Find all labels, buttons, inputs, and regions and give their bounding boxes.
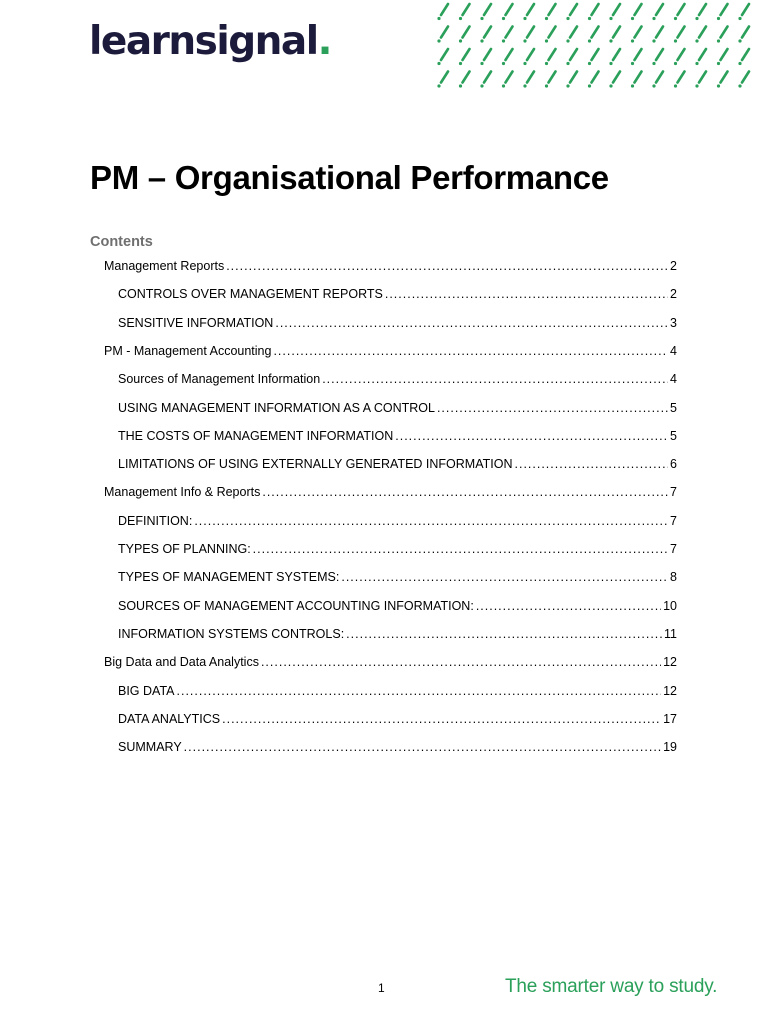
slash-mark bbox=[738, 72, 749, 88]
slash-mark bbox=[631, 72, 642, 88]
slash-mark bbox=[523, 72, 534, 88]
toc-entry-page: 10 bbox=[663, 598, 677, 613]
slash-mark bbox=[502, 27, 513, 43]
slash-mark bbox=[674, 4, 685, 20]
slash-mark bbox=[652, 27, 663, 43]
toc-entry-page: 5 bbox=[670, 428, 677, 443]
slash-mark bbox=[631, 27, 642, 43]
toc-entry-page: 6 bbox=[670, 457, 677, 472]
toc-entry[interactable] bbox=[104, 485, 677, 505]
slash-mark bbox=[459, 72, 470, 88]
toc-entry-title: PM - Management Accounting bbox=[104, 343, 272, 358]
slash-mark bbox=[502, 4, 513, 20]
slash-mark bbox=[609, 27, 620, 43]
slash-mark bbox=[545, 4, 556, 20]
slash-mark bbox=[523, 27, 534, 43]
slash-mark bbox=[674, 27, 685, 43]
toc-entry-page: 5 bbox=[670, 400, 677, 415]
slash-mark bbox=[588, 4, 599, 20]
toc-entry-title: THE COSTS OF MANAGEMENT INFORMATION bbox=[118, 428, 394, 443]
toc-entry-title: TYPES OF PLANNING: bbox=[118, 542, 251, 556]
toc-dot-leader bbox=[437, 401, 668, 415]
toc-entry[interactable] bbox=[118, 599, 677, 619]
toc-entry-page: 7 bbox=[670, 513, 677, 528]
slash-mark bbox=[566, 27, 577, 43]
slash-mark bbox=[437, 72, 448, 88]
slash-mark bbox=[566, 4, 577, 20]
toc-entry-title: DATA ANALYTICS bbox=[118, 711, 221, 726]
slash-mark bbox=[738, 4, 749, 20]
toc-entry-page: 3 bbox=[670, 315, 677, 330]
slash-mark bbox=[609, 49, 620, 65]
slash-mark bbox=[566, 72, 577, 88]
toc-entry-page: 8 bbox=[670, 570, 677, 585]
slash-mark bbox=[437, 4, 448, 20]
slash-mark bbox=[717, 49, 728, 65]
toc-entry-page: 12 bbox=[663, 655, 677, 670]
toc-dot-leader bbox=[194, 514, 668, 528]
toc-entry[interactable] bbox=[118, 457, 677, 477]
logo-text: learnsignal bbox=[89, 19, 318, 64]
toc-dot-leader bbox=[395, 429, 668, 443]
toc-entry[interactable] bbox=[118, 429, 677, 449]
toc-entry-title: Sources of Management Information bbox=[118, 372, 321, 387]
toc-entry[interactable] bbox=[118, 514, 677, 534]
toc-entry[interactable] bbox=[104, 344, 677, 364]
toc-entry-title: Management Reports bbox=[104, 259, 225, 273]
toc-dot-leader bbox=[177, 684, 662, 698]
toc-entry-title: BIG DATA bbox=[118, 683, 175, 698]
contents-heading: Contents bbox=[90, 234, 153, 250]
toc-dot-leader bbox=[184, 740, 661, 754]
toc-entry-page: 4 bbox=[670, 372, 677, 387]
toc-entry-title: TYPES OF MANAGEMENT SYSTEMS: bbox=[118, 570, 340, 585]
slash-mark bbox=[674, 72, 685, 88]
toc-entry[interactable] bbox=[118, 712, 677, 732]
toc-entry-title: Management Info & Reports bbox=[104, 485, 261, 500]
page-number: 1 bbox=[378, 981, 385, 995]
slash-mark bbox=[459, 4, 470, 20]
toc-entry-title: USING MANAGEMENT INFORMATION AS A CONTROL bbox=[118, 400, 435, 415]
toc-dot-leader bbox=[261, 655, 661, 669]
slash-mark bbox=[738, 27, 749, 43]
slash-mark bbox=[480, 72, 491, 88]
footer-tagline: The smarter way to study. bbox=[505, 976, 718, 997]
slash-mark bbox=[588, 72, 599, 88]
slash-mark bbox=[437, 27, 448, 43]
slash-mark bbox=[480, 27, 491, 43]
slash-mark bbox=[523, 49, 534, 65]
slash-mark bbox=[545, 72, 556, 88]
logo-dot: . bbox=[317, 19, 331, 64]
slash-mark bbox=[609, 4, 620, 20]
toc-entry[interactable] bbox=[118, 684, 677, 704]
slash-mark bbox=[480, 49, 491, 65]
toc-entry-title: SENSITIVE INFORMATION bbox=[118, 315, 274, 330]
toc-entry[interactable] bbox=[118, 401, 677, 421]
slash-mark bbox=[523, 4, 534, 20]
slash-mark bbox=[459, 27, 470, 43]
toc-entry[interactable] bbox=[118, 740, 677, 760]
slash-mark bbox=[738, 49, 749, 65]
slash-mark bbox=[459, 49, 470, 65]
toc-entry-page: 2 bbox=[670, 259, 677, 273]
toc-entry-page: 7 bbox=[670, 485, 677, 500]
toc-dot-leader bbox=[322, 372, 668, 386]
slash-mark bbox=[695, 49, 706, 65]
slash-mark bbox=[695, 72, 706, 88]
toc-entry[interactable] bbox=[118, 316, 677, 336]
toc-entry-page: 11 bbox=[664, 626, 677, 641]
toc-dot-leader bbox=[476, 599, 661, 613]
slash-mark bbox=[566, 49, 577, 65]
toc-entry-page: 7 bbox=[670, 542, 677, 556]
toc-entry-title: DEFINITION: bbox=[118, 513, 193, 528]
toc-entry-page: 12 bbox=[663, 683, 677, 698]
toc-entry-title: Big Data and Data Analytics bbox=[104, 655, 259, 670]
slash-mark bbox=[717, 27, 728, 43]
slash-mark bbox=[545, 49, 556, 65]
slash-mark bbox=[437, 49, 448, 65]
toc-entry[interactable] bbox=[118, 287, 677, 307]
toc-dot-leader bbox=[253, 542, 668, 556]
slash-mark bbox=[717, 4, 728, 20]
toc-entry[interactable] bbox=[118, 570, 677, 590]
toc-dot-leader bbox=[273, 344, 668, 358]
toc-entry[interactable] bbox=[118, 627, 677, 647]
toc-entry[interactable] bbox=[118, 542, 677, 562]
slash-mark bbox=[631, 4, 642, 20]
slash-mark bbox=[631, 49, 642, 65]
toc-entry-title: SOURCES OF MANAGEMENT ACCOUNTING INFORMATION: bbox=[118, 598, 474, 613]
toc-entry-title: CONTROLS OVER MANAGEMENT REPORTS bbox=[118, 287, 383, 302]
slash-mark bbox=[545, 27, 556, 43]
slash-mark bbox=[695, 4, 706, 20]
toc-dot-leader bbox=[226, 259, 668, 273]
toc-dot-leader bbox=[222, 712, 661, 726]
slash-mark bbox=[588, 27, 599, 43]
green-slash-pattern-icon bbox=[430, 0, 768, 88]
toc-entry-page: 19 bbox=[663, 740, 677, 755]
toc-entry-page: 2 bbox=[670, 287, 677, 302]
slash-mark bbox=[674, 49, 685, 65]
toc-dot-leader bbox=[262, 485, 668, 499]
toc-entry-page: 4 bbox=[670, 343, 677, 358]
toc-dot-leader bbox=[341, 570, 668, 584]
toc-entry-title: INFORMATION SYSTEMS CONTROLS: bbox=[118, 626, 345, 641]
slash-mark bbox=[502, 49, 513, 65]
slash-mark bbox=[652, 4, 663, 20]
toc-entry[interactable] bbox=[118, 372, 677, 392]
toc-dot-leader bbox=[385, 287, 668, 301]
toc-dot-leader bbox=[275, 316, 668, 330]
toc-entry-page: 17 bbox=[663, 711, 677, 726]
slash-mark bbox=[695, 27, 706, 43]
toc-entry-title: LIMITATIONS OF USING EXTERNALLY GENERATED INFORMATION bbox=[118, 457, 513, 472]
page-title: PM – Organisational Performance bbox=[90, 159, 609, 196]
toc-entry[interactable] bbox=[104, 259, 677, 279]
toc-dot-leader bbox=[515, 457, 669, 471]
toc-dot-leader bbox=[346, 627, 662, 641]
slash-mark bbox=[609, 72, 620, 88]
slash-mark bbox=[502, 72, 513, 88]
slash-mark bbox=[480, 4, 491, 20]
slash-mark bbox=[652, 72, 663, 88]
toc-entry[interactable] bbox=[104, 655, 677, 675]
brand-logo bbox=[89, 19, 331, 64]
slash-mark bbox=[588, 49, 599, 65]
slash-mark bbox=[717, 72, 728, 88]
toc-entry-title: SUMMARY bbox=[118, 740, 182, 755]
slash-mark bbox=[652, 49, 663, 65]
